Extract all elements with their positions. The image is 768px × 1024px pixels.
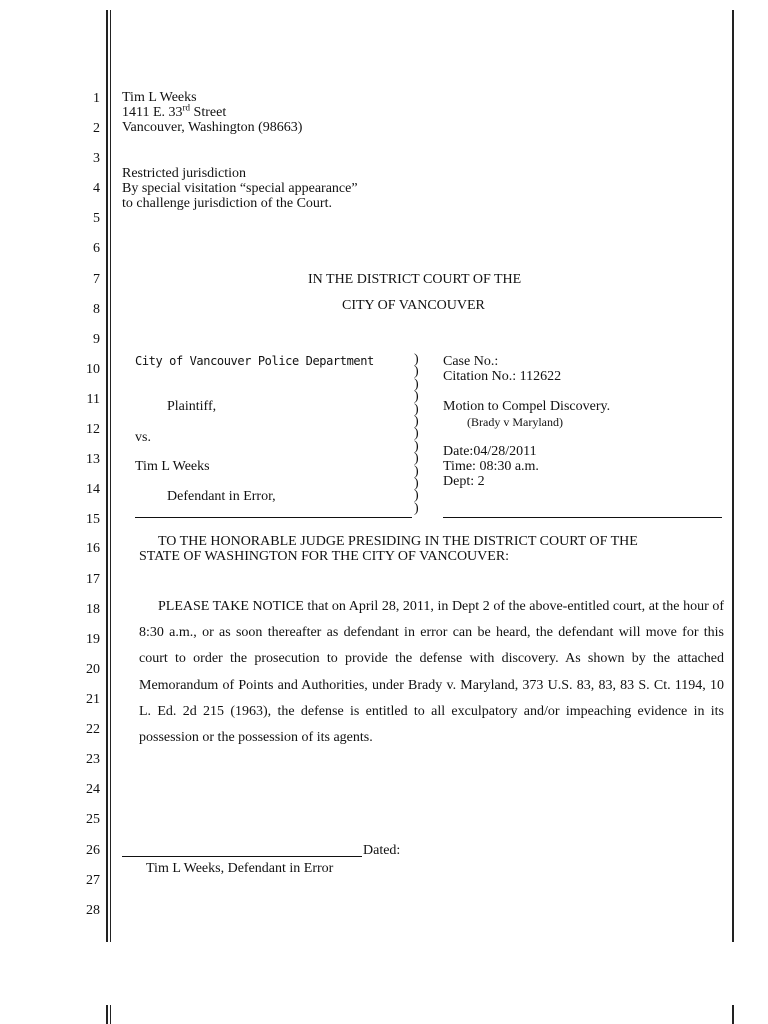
caption-paren: ) [414,438,419,454]
filer-name: Tim L Weeks [122,90,197,105]
notice-text: PLEASE TAKE NOTICE that on April 28, 2011, in Dept 2 of the above-entitled court, at the hour of 8:30 a.m., or as soon thereafter as defendant in error can be heard, the defendant will move for this court to order the prosecution to provide the defense with discovery. As shown by the attached Memorandum of Points and Authorities, under Brady v. Maryland, 373 U.S. 83, 83, 83 S. Ct. 1194, 10 L. Ed. 2d 215 (1963), the defense is entitled to all exculpatory and/or impeaching evidence in its possession or the possession of its agents. [139,599,724,746]
versus: vs. [135,430,151,445]
line-number: 26 [86,843,100,858]
caption-paren: ) [414,426,419,442]
caption-paren: ) [414,389,419,405]
line-number: 1 [93,91,100,106]
jurisdiction-line-2: By special visitation “special appearance” [122,181,358,196]
line-number: 21 [86,692,100,707]
right-margin-rule [732,10,734,942]
address-to-court-line-2: STATE OF WASHINGTON FOR THE CITY OF VANCOUVER: [139,549,510,564]
line-number: 17 [86,572,100,587]
line-number: 2 [93,121,100,136]
left-margin-rule [106,10,108,942]
plaintiff-label: Plaintiff, [167,399,217,414]
caption-paren: ) [414,476,419,491]
jurisdiction-line-3: to challenge jurisdiction of the Court. [122,196,332,211]
line-number: 28 [86,903,100,918]
hearing-dept: Dept: 2 [443,474,485,489]
court-title-line-1: IN THE DISTRICT COURT OF THE [308,272,522,287]
line-number: 24 [86,782,100,797]
line-number: 7 [93,272,100,287]
line-number: 15 [86,512,100,527]
line-number: 3 [93,151,100,166]
caption-left-rule [135,517,412,518]
line-number: 6 [93,241,100,256]
next-page-left-rule [106,1005,108,1024]
line-number: 22 [86,722,100,737]
next-page-right-rule [732,1005,734,1024]
hearing-date: Date:04/28/2011 [443,444,537,459]
address-to-court-line-1: TO THE HONORABLE JUDGE PRESIDING IN THE DISTRICT COURT OF THE [158,534,638,549]
line-number: 27 [86,873,100,888]
filer-address [122,102,227,120]
line-number: 4 [93,181,100,196]
line-number: 12 [86,422,100,437]
caption-paren: ) [414,401,419,417]
line-number: 11 [86,392,100,407]
notice-paragraph [139,594,724,751]
signer-name: Tim L Weeks, Defendant in Error [146,861,334,876]
defendant-name: Tim L Weeks [135,459,210,474]
defendant-label: Defendant in Error, [167,489,276,504]
citation-number: Citation No.: 112622 [443,369,562,384]
jurisdiction-line-1: Restricted jurisdiction [122,166,247,181]
line-number: 5 [93,211,100,226]
address-street-suffix: Street [190,105,227,120]
court-title-line-2: CITY OF VANCOUVER [342,298,485,313]
line-number: 14 [86,482,100,497]
signature-line [122,856,362,857]
line-number: 18 [86,602,100,617]
motion-subtitle: (Brady v Maryland) [467,415,563,429]
motion-title: Motion to Compel Discovery. [443,399,611,414]
plaintiff-name: City of Vancouver Police Department [135,354,374,368]
line-number: 16 [86,541,100,556]
line-number: 20 [86,662,100,677]
line-number: 19 [86,632,100,647]
line-number: 23 [86,752,100,767]
caption-right-rule [443,517,722,518]
case-number: Case No.: [443,354,499,369]
address-street-number: 1411 E. 33 [122,105,183,120]
line-number: 13 [86,452,100,467]
line-number: 10 [86,362,100,377]
caption-paren: ) [414,451,419,467]
dated-label: Dated: [363,843,401,858]
caption-paren: ) [414,463,419,479]
line-number: 25 [86,812,100,827]
caption-paren: ) [414,352,419,367]
caption-paren: ) [414,376,419,392]
caption-paren: ) [414,488,419,504]
line-number: 8 [93,302,100,317]
left-margin-rule-inner [110,10,112,942]
caption-paren: ) [414,500,419,516]
caption-paren: ) [414,364,419,380]
address-ordinal: rd [182,102,191,113]
line-number: 9 [93,332,100,347]
caption-paren: ) [414,414,419,429]
hearing-time: Time: 08:30 a.m. [443,459,539,474]
next-page-left-rule-inner [110,1005,112,1024]
filer-city: Vancouver, Washington (98663) [122,120,303,135]
